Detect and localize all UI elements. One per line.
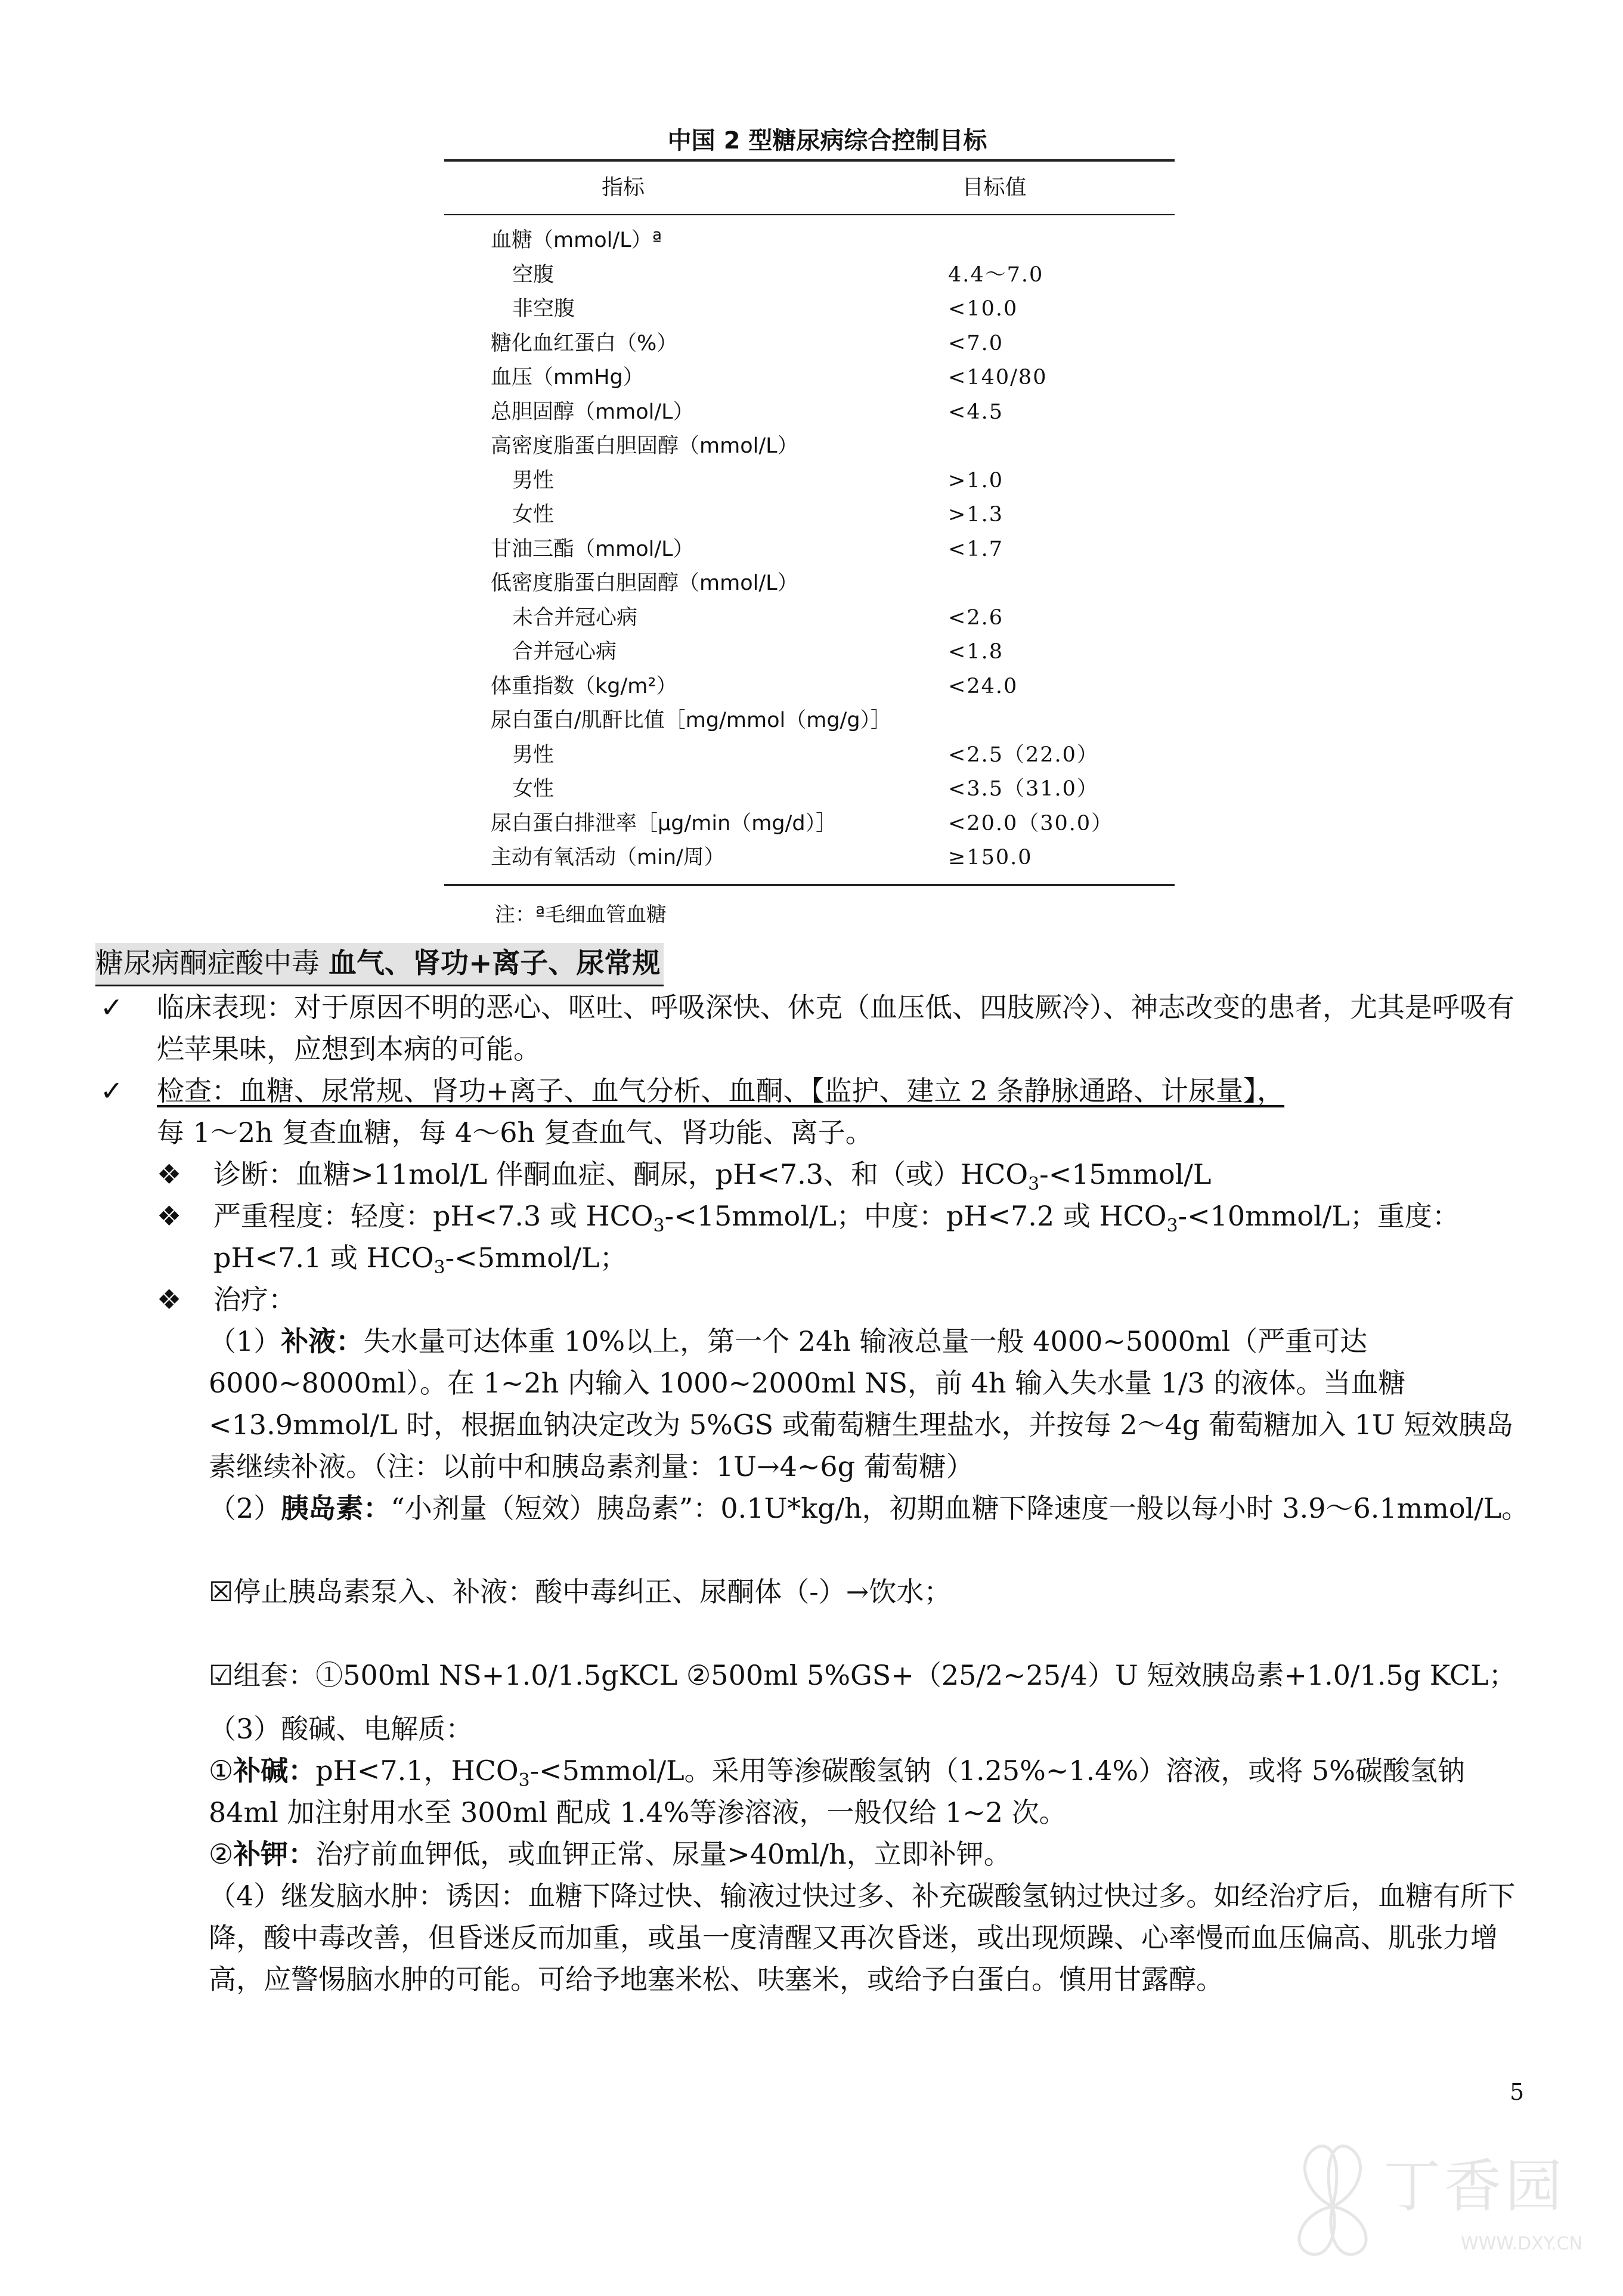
row-label: 非空腹: [512, 297, 575, 321]
order-set-line: ☑组套：①500ml NS+1.0/1.5gKCL ②500ml 5%GS+（25/2~25/4）U 短效胰岛素+1.0/1.5g KCL；: [209, 1659, 1516, 1691]
watermark-url: WWW.DXY.CN: [1461, 2233, 1582, 2254]
table-row: [444, 807, 1175, 841]
row-value: [948, 429, 1175, 464]
checked-box-icon: ☑: [209, 1659, 234, 1691]
table-row: [444, 361, 1175, 395]
bullet-severity: [152, 1195, 1538, 1279]
diamond-bullet-icon: ❖: [157, 1158, 182, 1190]
row-label: 空腹: [512, 262, 555, 287]
row-label: 男性: [512, 742, 555, 767]
clinical-text: 临床表现：对于原因不明的恶心、呕吐、呼吸深快、休克（血压低、四肢厥冷）、神志改变的患者，尤其是呼吸有烂苹果味，应想到本病的可能。: [157, 991, 1514, 1065]
watermark: [1282, 2129, 1592, 2284]
row-label: 血糖（mmol/L）ª: [491, 228, 662, 252]
row-label: 糖化血红蛋白（%）: [491, 331, 678, 355]
table-header: [444, 162, 1175, 214]
treatment-label: 治疗：: [213, 1283, 296, 1316]
row-value: <24.0: [948, 674, 1018, 698]
diamond-bullet-icon: ❖: [157, 1200, 182, 1232]
row-value: <3.5（31.0）: [948, 777, 1099, 801]
bullet-diagnosis: [152, 1153, 1538, 1195]
row-value: <20.0（30.0）: [948, 811, 1114, 836]
row-label: 未合并冠心病: [512, 605, 638, 630]
check-icon: ✓: [100, 1075, 123, 1107]
section-title-plain: 糖尿病酮症酸中毒: [95, 947, 320, 980]
table-note: 注：ª毛细血管血糖: [495, 902, 667, 927]
row-value: <2.6: [948, 605, 1003, 630]
row-label: 男性: [512, 468, 555, 493]
row-label: 甘油三酯（mmol/L）: [491, 537, 694, 561]
row-label: 主动有氧活动（min/周）: [491, 846, 725, 869]
treatment-fluid: （1）补液：失水量可达体重 10%以上，第一个 24h 输液总量一般 4000~5000ml（严重可达 6000~8000ml）。在 1~2h 内输入 1000~2000ml NS，前 4h 输入失水量 1/3 的液体。当血糖<13.9mmol/L 时，根据血钠决定改为 5%GS 或葡萄糖生理盐水，并按每 2～4g 葡萄糖加入 1U 短效胰岛素继续补液。（注：以前中和胰岛素剂量：1U→4~6g 葡萄糖）: [209, 1325, 1514, 1483]
row-label: 尿白蛋白/肌酐比值［mg/mmol（mg/g）］: [491, 708, 892, 732]
flower-logo-icon: [1282, 2135, 1383, 2266]
table-row: [444, 738, 1175, 773]
row-label: 尿白蛋白排泄率［μg/min（mg/d）］: [491, 811, 837, 836]
page-number: 5: [1510, 2079, 1525, 2105]
row-value: [948, 224, 1175, 258]
section-heading: [95, 942, 1538, 986]
row-label: 合并冠心病: [512, 640, 617, 664]
check-icon: ✓: [100, 991, 123, 1023]
bullet-treatment: [152, 1279, 1538, 1320]
treatment-insulin: （2）胰岛素：“小剂量（短效）胰岛素”：0.1U*kg/h，初期血糖下降速度一般以每小时 3.9～6.1mmol/L。: [209, 1492, 1529, 1524]
potassium-heading: 补钾：: [233, 1838, 316, 1870]
row-value: [948, 704, 1175, 738]
table-body: [444, 215, 1175, 884]
row-label: 体重指数（kg/m²）: [491, 674, 677, 698]
row-label: 低密度脂蛋白胆固醇（mmol/L）: [491, 571, 798, 595]
alkali-heading: 补碱：: [233, 1755, 316, 1787]
x-box-icon: ☒: [209, 1576, 234, 1608]
table-row: [444, 601, 1175, 636]
acid-base-title: （3）酸碱、电解质：: [209, 1713, 473, 1745]
row-value: <4.5: [948, 400, 1003, 424]
exam-rest-text: 每 1～2h 复查血糖，每 4～6h 复查血气、肾功能、离子。: [157, 1116, 873, 1149]
row-value: ≥150.0: [948, 846, 1033, 869]
table-title: 中国 2 型糖尿病综合控制目标: [667, 127, 987, 154]
stop-insulin-line: ☒停止胰岛素泵入、补液：酸中毒纠正、尿酮体（-）→饮水；: [209, 1576, 952, 1608]
header-target: 目标值: [962, 175, 1027, 200]
treatment-cerebral-edema: （4）继发脑水肿：诱因：血糖下降过快、输液过快过多、补充碳酸氢钠过快过多。如经治疗后，血糖有所下降，酸中毒改善，但昏迷反而加重，或虽一度清醒又再次昏迷，或出现烦躁、心率慢而血压偏高、肌张力增高，应警惕脑水肿的可能。可给予地塞米松、呋塞米，或给予白蛋白。慎用甘露醇。: [209, 1880, 1516, 1995]
insulin-heading: 胰岛素：: [281, 1492, 391, 1524]
row-value: <1.8: [948, 640, 1003, 664]
table-bottom-rule: [444, 884, 1175, 886]
row-value: <10.0: [948, 297, 1018, 321]
row-value: <2.5（22.0）: [948, 742, 1099, 767]
row-label: 高密度脂蛋白胆固醇（mmol/L）: [491, 434, 798, 458]
row-label: 女性: [512, 777, 555, 801]
row-label: 血压（mmHg）: [491, 366, 644, 389]
table-row: [444, 327, 1175, 361]
table-row: [444, 841, 1175, 875]
control-target-table: [444, 122, 1175, 927]
watermark-text: 丁香园: [1383, 2153, 1566, 2220]
bullet-exam: [95, 1070, 1538, 1153]
row-value: <7.0: [948, 331, 1003, 355]
severity-text: 严重程度：轻度：pH<7.3 或 $HCO_3-<15mmol/L$；中度：pH<7.2 或 $HCO_3-<10mmol/L$；重度：pH<7.1 或 $HCO_3-<5mmol/L$；: [213, 1200, 1460, 1279]
treatment-potassium: ②补钾：治疗前血钾低，或血钾正常、尿量>40ml/h，立即补钾。: [209, 1838, 1011, 1870]
table-row: [444, 670, 1175, 704]
section-title: [95, 943, 664, 986]
row-label: 女性: [512, 503, 555, 527]
table-row: [444, 429, 1175, 464]
table-row: [444, 464, 1175, 499]
table-row: [444, 498, 1175, 533]
row-value: 4.4～7.0: [948, 262, 1044, 287]
table-row: [444, 635, 1175, 670]
table-row: [444, 567, 1175, 601]
table-row: [444, 258, 1175, 293]
table-row: [444, 772, 1175, 807]
treatment-alkali: ①补碱：pH<7.1，$HCO_3-<5mmol/L$。采用等渗碳酸氢钠（1.25%~1.4%）溶液，或将 5%碳酸氢钠 84ml 加注射用水至 300ml 配成 1.4%等渗溶液，一般仅给 1~2 次。: [209, 1755, 1465, 1828]
table-row: [444, 533, 1175, 567]
main-content: [95, 942, 1538, 2000]
table-row: [444, 395, 1175, 430]
row-value: <140/80: [948, 366, 1048, 389]
row-value: <1.7: [948, 537, 1003, 561]
fluid-heading: 补液：: [281, 1325, 364, 1357]
table-row: [444, 292, 1175, 327]
exam-underlined-text: 检查：血糖、尿常规、肾功+离子、血气分析、血酮、【监护、建立 2 条静脉通路、计尿量】，: [157, 1075, 1285, 1107]
diagnosis-text: 诊断：血糖>11mol/L 伴酮血症、酮尿，pH<7.3、和（或）$HCO_3-<15mmol/L$: [213, 1158, 1212, 1195]
row-label: 总胆固醇（mmol/L）: [491, 400, 694, 424]
bullet-clinical: [95, 986, 1538, 1070]
row-value: [948, 567, 1175, 601]
section-title-bold: 血气、肾功+离子、尿常规: [328, 947, 661, 980]
row-value: >1.3: [948, 503, 1003, 527]
table-row: [444, 224, 1175, 258]
header-indicator: 指标: [601, 175, 645, 200]
table-row: [444, 704, 1175, 738]
row-value: >1.0: [948, 468, 1003, 493]
diamond-bullet-icon: ❖: [157, 1283, 182, 1316]
